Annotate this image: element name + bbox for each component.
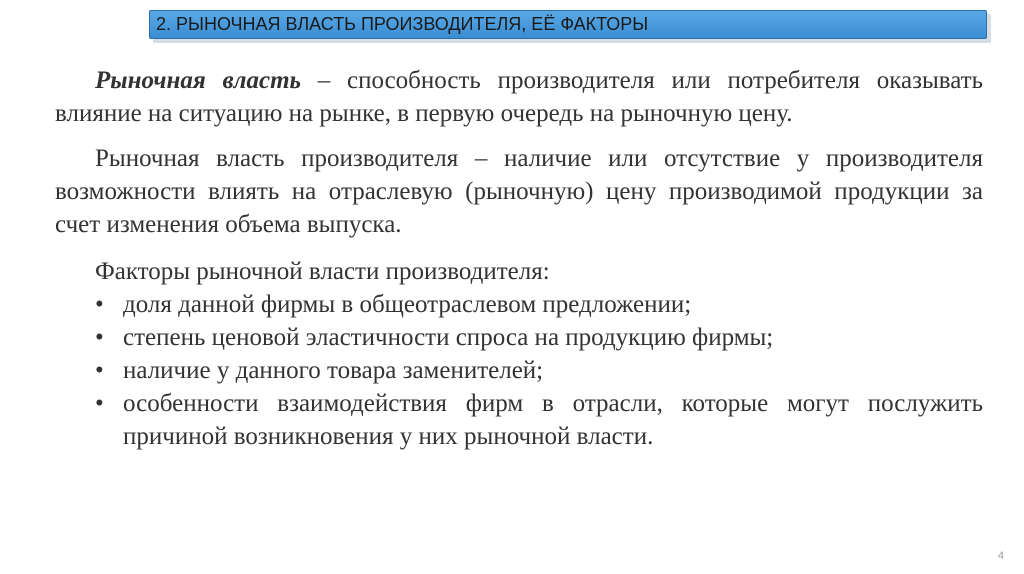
bullet: • bbox=[95, 324, 104, 351]
list-item bbox=[55, 321, 983, 354]
definition-paragraph-1 bbox=[55, 64, 983, 130]
list-item bbox=[55, 387, 983, 453]
list-item-text: особенности взаимодействия фирм в отрасли, которые могут послужить причиной возникновения у них рыночной власти. bbox=[123, 390, 983, 450]
factors-title: Факторы рыночной власти производителя: bbox=[95, 258, 550, 285]
factors-list bbox=[55, 288, 983, 453]
list-item-text: степень ценовой эластичности спроса на продукцию фирмы; bbox=[123, 324, 774, 351]
list-item-text: доля данной фирмы в общеотраслевом предложении; bbox=[123, 291, 692, 318]
list-item-text: наличие у данного товара заменителей; bbox=[123, 357, 544, 384]
bullet: • bbox=[95, 390, 104, 417]
definition-text-1: – способность производителя или потребителя оказывать влияние на ситуацию на рынке, в первую очередь на рыночную цену. bbox=[55, 67, 983, 127]
bullet: • bbox=[95, 357, 104, 384]
slide-content bbox=[55, 64, 983, 453]
bullet: • bbox=[95, 291, 104, 318]
list-item bbox=[55, 288, 983, 321]
page-number: 4 bbox=[997, 550, 1004, 562]
definition-paragraph-2: Рыночная власть производителя – наличие или отсутствие у производителя возможности влиять на отраслевую (рыночную) цену производимой продукции за счет изменения объема выпуска. bbox=[55, 145, 983, 238]
list-item bbox=[55, 354, 983, 387]
slide-title: 2. РЫНОЧНАЯ ВЛАСТЬ ПРОИЗВОДИТЕЛЯ, ЕЁ ФАКТОРЫ bbox=[149, 10, 987, 39]
definition-term: Рыночная власть bbox=[95, 67, 301, 94]
